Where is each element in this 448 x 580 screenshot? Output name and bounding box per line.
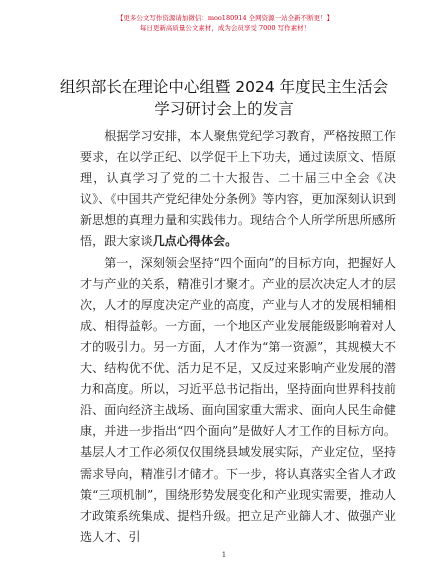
document-body bbox=[80, 126, 396, 548]
paragraph-intro-text: 根据学习安排，本人聚焦党纪学习教育，严格按照工作要求，在以学正纪、以学促干上下功夫，通过读原文、悟原理，认真学习了党的二十大报告、二十届三中全会《决议》、《中国共产党纪律处分条例》等内容，更加深刻认识到新思想的真理力量和实践伟力。现结合个人所学所思所感所悟，跟大家谈 bbox=[80, 129, 396, 249]
title-line-2: 学习研讨会上的发言 bbox=[154, 100, 294, 118]
banner-line-1: 【更多公文写作资源请加微信：moo180914 全网资源一站全新不断更！】 bbox=[116, 14, 334, 22]
header-banner bbox=[96, 13, 354, 33]
title-line-1: 组织部长在理论中心组暨 2024 年度民主生活会 bbox=[59, 78, 389, 96]
paragraph-first-point: 第一，深刻领会坚持“四个面向”的目标方向，把握好人才与产业的关系，精准引才聚才。产业的层次决定人才的层次，人才的厚度决定产业的高度，产业与人才的发展相辅相成、相得益彰。一方面，一个地区产业发展能级影响着对人才的吸引力。另一方面，人才作为“第一资源”，其规模大不大、结构优不优、活力足不足，又反过来影响产业发展的潜力和高度。所以，习近平总书记指出，坚持面向世界科技前沿、面向经济主战场、面向国家重大需求、面向人民生命健康，并进一步指出“四个面向”是做好人才工作的目标方向。基层人才工作必须仅仅围绕县域发展实际，产业定位，坚持需求导向，精准引才储才。下一步，将认真落实全省人才政策“三项机制”，围绕形势发展变化和产业现实需要，推动人才政策系统集成、提档升级。把立足产业篩人才、做强产业选人才、引 bbox=[80, 255, 396, 544]
paragraph-intro-emphasis: 几点心得体会。 bbox=[152, 234, 238, 249]
document-title bbox=[40, 76, 408, 120]
paragraph-intro bbox=[80, 126, 396, 253]
banner-line-2: 每日更新高质量公文素材，成为会员享受 7000 写作素材！ bbox=[139, 24, 311, 32]
page-number: 1 bbox=[221, 551, 227, 559]
